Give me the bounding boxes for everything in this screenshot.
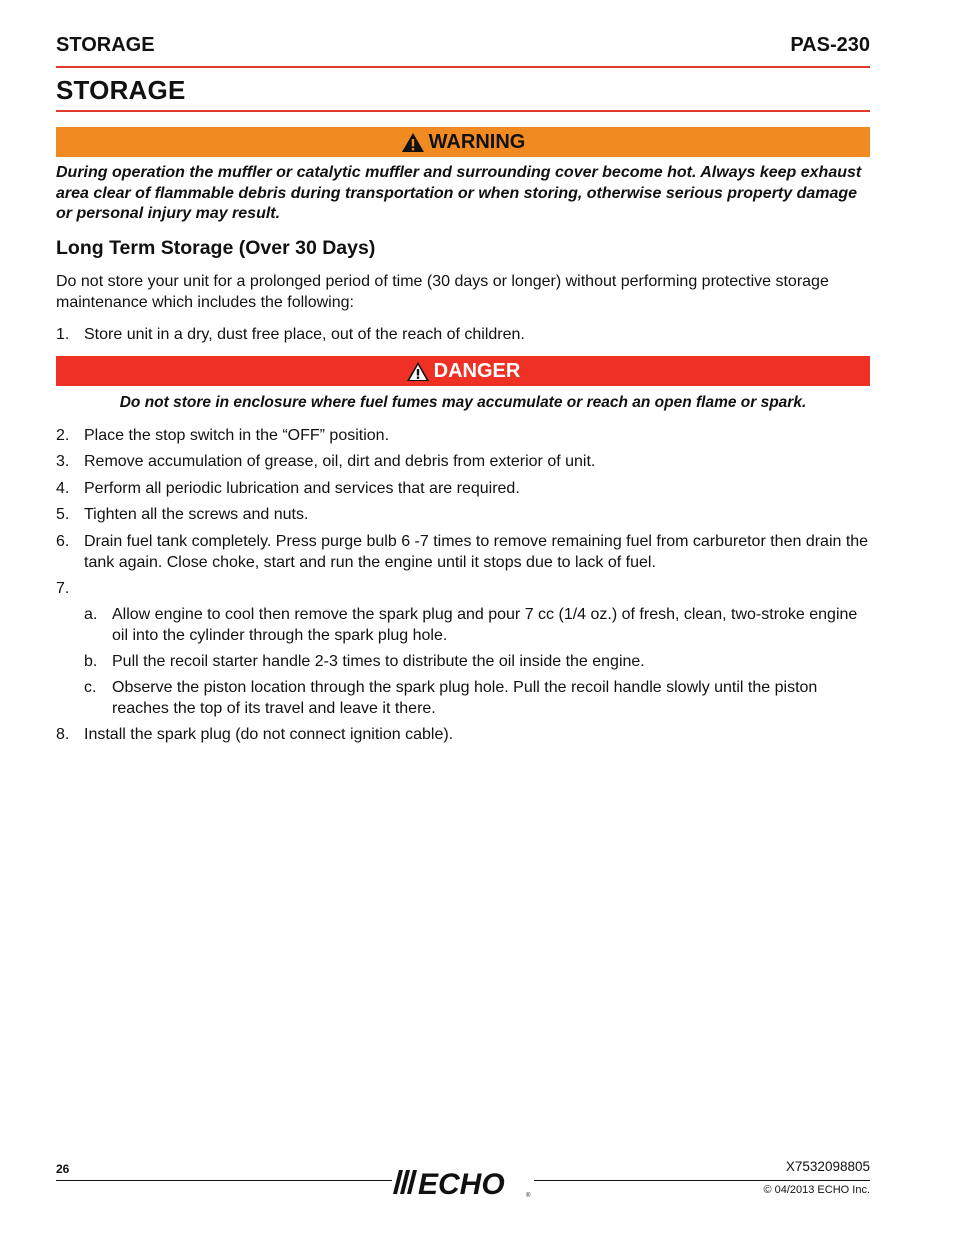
substep-text: Pull the recoil starter handle 2-3 times to distribute the oil inside the engine. [112, 653, 645, 670]
substep-text: Allow engine to cool then remove the spark plug and pour 7 cc (1/4 oz.) of fresh, clean, two-stroke engine oil into the cylinder through the spark plug hole. [112, 606, 858, 644]
copyright-notice: © 04/2013 ECHO Inc. [763, 1184, 870, 1196]
echo-logo [392, 1166, 534, 1198]
step-number: 4. [56, 480, 70, 497]
substep-text: Observe the piston location through the spark plug hole. Pull the recoil handle slowly until the piston reaches the top of its travel and leave it there. [112, 679, 818, 717]
part-number: X7532098805 [785, 1159, 870, 1174]
footer-rule-left [56, 1180, 392, 1181]
step-text: Perform all periodic lubrication and services that are required. [84, 480, 520, 497]
warning-triangle-icon [406, 361, 430, 382]
step-text: Place the stop switch in the “OFF” position. [84, 427, 390, 444]
header-divider [56, 66, 870, 68]
danger-label: DANGER [433, 359, 521, 382]
step-number: 1. [56, 326, 70, 343]
step-number: 2. [56, 427, 70, 444]
substep-letter: c. [84, 679, 97, 696]
section-heading: Long Term Storage (Over 30 Days) [56, 237, 376, 259]
step-text: Remove accumulation of grease, oil, dirt and debris from exterior of unit. [84, 453, 596, 470]
title-divider [56, 110, 870, 112]
step-number: 5. [56, 506, 70, 523]
svg-text:®: ® [526, 1193, 531, 1198]
step-number: 7. [56, 580, 70, 597]
page-title: STORAGE [56, 75, 186, 105]
step-text: Drain fuel tank completely. Press purge bulb 6 -7 times to remove remaining fuel from carburetor then drain the tank again. Close choke, start and run the engine until it stops due to lack of fuel. [84, 533, 869, 571]
step-text: Tighten all the screws and nuts. [84, 506, 309, 523]
substep-letter: b. [84, 653, 98, 670]
logo-text: ECHO [418, 1168, 505, 1198]
step-text: Install the spark plug (do not connect ignition cable). [84, 726, 454, 743]
step-number: 6. [56, 533, 70, 550]
intro-paragraph: Do not store your unit for a prolonged period of time (30 days or longer) without performing protective storage maintenance which includes the following: [56, 273, 829, 311]
step-text: Store unit in a dry, dust free place, out of the reach of children. [84, 326, 525, 343]
footer-rule-right [534, 1180, 870, 1181]
header-section: STORAGE [56, 34, 155, 56]
running-header [56, 34, 870, 57]
warning-text: During operation the muffler or catalytic muffler and surrounding cover become hot. Always keep exhaust area clear of flammable debris during transportation or when storing, otherwise serious property damage or personal injury may result. [56, 164, 862, 222]
header-model: PAS-230 [790, 34, 870, 56]
warning-label: WARNING [428, 130, 526, 153]
step-number: 8. [56, 726, 70, 743]
warning-triangle-icon [401, 132, 425, 153]
danger-text: Do not store in enclosure where fuel fumes may accumulate or reach an open flame or spark. [119, 394, 807, 411]
danger-banner [56, 356, 870, 386]
substep-letter: a. [84, 606, 98, 623]
step-number: 3. [56, 453, 70, 470]
warning-banner [56, 127, 870, 157]
page-number: 26 [56, 1162, 70, 1176]
